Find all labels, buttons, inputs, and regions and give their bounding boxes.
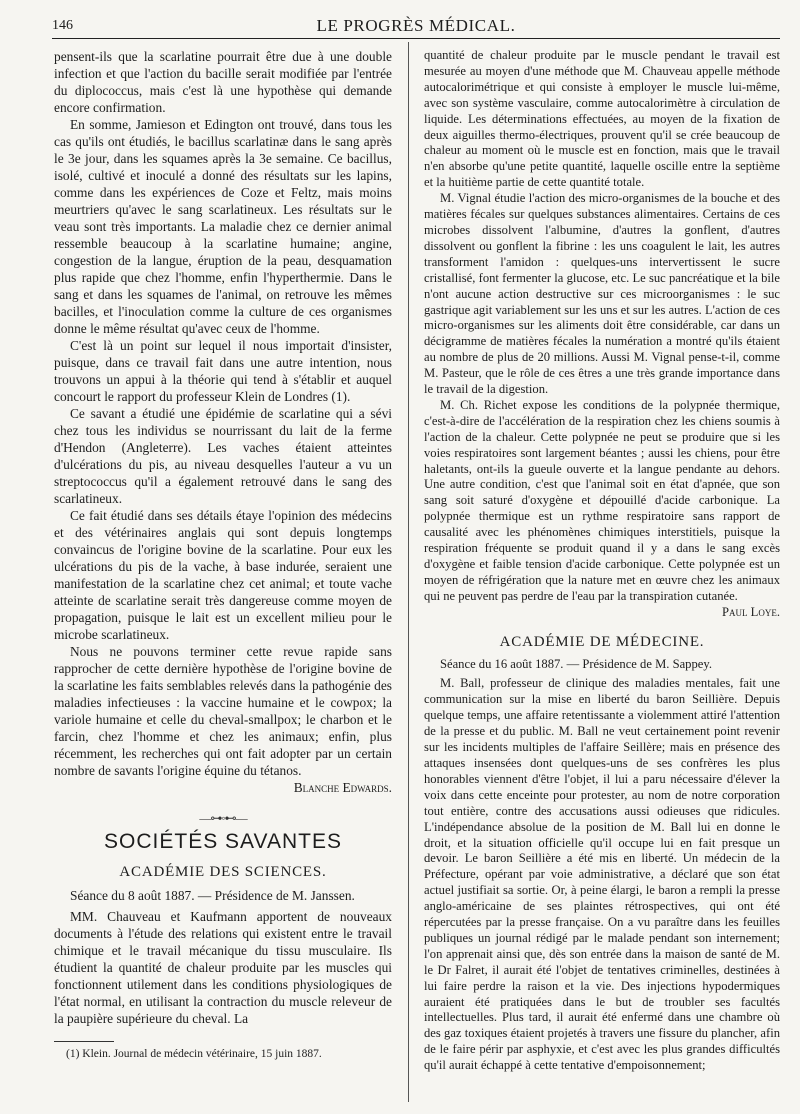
academy-title: ACADÉMIE DES SCIENCES.: [119, 864, 327, 880]
running-title: LE PROGRÈS MÉDICAL.: [316, 16, 516, 35]
paragraph: En somme, Jamieson et Edington ont trouvé, dans tous les cas qu'ils ont étudiés, le bacillus scarlatinæ dans le sang après le 3e jour, dans les squames après la 3e semaine. Ce bacillus, isolé, cultivé et inoculé a donné des résultats sur les lapins, comme dans les expériences de Coze et Feltz, mais moins meurtriers qu'avec le sang scarlatineux. Les résultats sur le veau sont très importants. La maladie chez ce dernier animal ressemble beaucoup à la scarlatine humaine; angine, congestion de la langue, éruption de la peau, desquamation plus rapide que chez l'homme, enfin l'hyperthermie. Dans le sang et dans les squames de l'animal, on retrouve les mêmes bacilles, et l'inoculation comme la culture de ces organismes donne le même résultat qu'avec ceux de l'homme.: [54, 117, 392, 336]
paragraph: C'est là un point sur lequel il nous importait d'insister, puisque, dans ce travail fait dans une autre intention, nous trouvons un appui à la théorie qui tend à s'établir et auquel concourt le rapport du professeur Klein de Londres (1).: [54, 338, 392, 404]
paragraph: Ce savant a étudié une épidémie de scarlatine qui a sévi chez tous les individus se nourrissant du lait de la ferme d'Hendon (Angleterre). Les vaches étaient atteintes d'ulcérations du pis, au niveau desquelles l'auteur a vu un streptococcus qu'il a également retrouvé dans le sang des scarlatineux.: [54, 406, 392, 506]
column-divider: [408, 42, 409, 1102]
right-column: [424, 48, 780, 1074]
seance-line: Séance du 8 août 1887. — Présidence de M. Janssen.: [70, 888, 355, 903]
footnote-rule: [54, 1041, 114, 1042]
author-signature: Paul Loye.: [722, 604, 780, 619]
paragraph: Ce fait étudié dans ses détails étaye l'opinion des médecins et des vétérinaires anglais qui sont depuis longtemps convaincus de l'origine bovine de la scarlatine. Pour eux les ulcérations du pis de la vache, à base indurée, seraient une manifestation de la scarlatine chez cet animal; et toute vache atteinte de scarlatine serait très dangereuse comme moyen de propagation, puisque le lait est un excellent milieu pour le microbe scarlatineux.: [54, 508, 392, 642]
paragraph: M. Ch. Richet expose les conditions de la polypnée thermique, c'est-à-dire de l'accélération de la respiration chez les chiens soumis à l'action de la chaleur. Cette polypnée ne peut se produire que si les voies respiratoires sont largement béantes ; aussi les chiens, pour être haletants, ont-ils la gueule ouverte et la langue pendante au dehors. Une autre condition, c'est que l'animal soit en état d'apnée, que son sang soit saturé d'oxygène et dépouillé d'acide carbonique. La polypnée thermique est un rythme respiratoire sans rapport de causalité avec les phénomènes chimiques interstitiels, puisque la respiration fréquente se produit quand il y a dans le sang excès d'oxygène et faible tension d'acide carbonique. Cette polypnée est un moyen de réfrigération que la nature met en œuvre chez les animaux qui ne peuvent pas perdre de l'eau par la transpiration cutanée.: [424, 397, 780, 603]
section-title: SOCIÉTÉS SAVANTES: [104, 830, 342, 853]
author-signature: Blanche Edwards.: [293, 780, 392, 795]
paragraph: pensent-ils que la scarlatine pourrait être due à une double infection et que l'action du bacille serait modifiée par l'entrée du diplococcus, mais c'est là une hypothèse qui demande encore confirmation.: [54, 49, 392, 115]
section-ornament: —⊶◦⊷—: [199, 811, 247, 825]
paragraph: MM. Chauveau et Kaufmann apportent de nouveaux documents à l'étude des relations qui existent entre le travail chimique et le travail mécanique du tissu musculaire. Ils étudient la quantité de chaleur produite par les muscles qui fonctionnent utilement dans les conditions physiologiques de l'état normal, en utilisant la contraction du muscle releveur de la paupière supérieure du cheval. La: [54, 909, 392, 1026]
page-number: 146: [52, 18, 73, 33]
paragraph: Nous ne pouvons terminer cette revue rapide sans rapprocher de cette dernière hypothèse de l'origine bovine de la scarlatine les faits semblables relevés dans la pathogénie des maladies infectieuses : la vaccine humaine et le cowpox; la variole humaine et celle du cheval-smallpox; le charbon et le farcin, chez l'homme et chez les animaux; enfin, plus récemment, les recherches qui ont fait adopter par un certain nombre de savants l'origine équine du tétanos.: [54, 644, 392, 778]
left-column: [54, 48, 392, 1063]
academy-title: ACADÉMIE DE MÉDECINE.: [499, 633, 705, 650]
footnote: (1) Klein. Journal de médecin vétérinaire, 15 juin 1887.: [66, 1048, 322, 1060]
paragraph: M. Ball, professeur de clinique des maladies mentales, fait une communication sur la mise en liberté du baron Seillière. Depuis quelque temps, une affaire retentissante a violemment attiré l'attention de la presse et du public. M. Ball ne veut certainement point revenir sur les incidents multiples de l'affaire Seillère; mais en présence des attaques insensées dont quelques-uns de ses confrères les plus honorables viennent d'être l'objet, il lui a paru nécessaire d'élever la voix dans cette enceinte pour protester, au nom de notre corporation tout entière, contre des accusations aussi odieuses que ridicules. L'indépendance absolue de la position de M. Ball lui en donne le droit, et la situation officielle qu'il occupe lui en fait presque un devoir. Le baron Seillière a été mis en liberté. Un médecin de la Préfecture, opérant par voie administrative, a déclaré que son état actuel justifiait sa sortie. Or, à peine élargi, le baron a rempli la presse anglo-américaine de ses plaintes rétrospectives, qui ont été répercutées par la presse française. On a vu paraître dans les feuilles publiques un journal rédigé par le malade pendant son internement; l'on apprenait ainsi que, dès son entrée dans la maison de santé de M. le Dr Falret, il aurait été l'objet de tentatives criminelles, destinées à lui faire perdre la raison et la vie. Des injections hypodermiques auraient été pratiquées dans le but de troubler ses facultés intellectuelles. Plus tard, il aurait été enfermé dans une chambre où des gaz toxiques étaient projetés à travers une fissure du plancher, afin de le faire périr par asphyxie, et c'est avec les plus grandes difficultés qu'il aurait échappé à cette tentative d'empoisonnement;: [424, 676, 780, 1073]
page-header: [52, 14, 780, 39]
paragraph: M. Vignal étudie l'action des micro-organismes de la bouche et des matières fécales sur quelques substances alimentaires. Certains de ces microbes dissolvent l'albumine, d'autres la gonflent, d'autres dissolvent ou gonflent la fibrine : les uns coagulent le lait, les autres transforment l'amidon : quelques-uns intervertissent le sucre cristallisé, font fermenter la glucose, etc. Le suc pancréatique et la bile n'ont aucune action destructive sur ces microorganismes : le suc gastrique agit variablement sur les uns et sur les autres. L'action de ces micro-organismes sur les aliments doit être considérable, car dans un décigramme de matières fécales la numération a montré qu'ils étaient au nombre de plus de 20 millions. Aussi M. Vignal pense-t-il, comme M. Pasteur, que le rôle de ces êtres a une très grande importance dans le travail de la digestion.: [424, 191, 780, 397]
paragraph: quantité de chaleur produite par le muscle pendant le travail est mesurée au moyen d'une méthode que M. Chauveau appelle méthode autocalorimétrique et qui consiste à employer le muscle lui-même, avec son système vasculaire, comme autocalorimètre à circulation de liquide. Les déterminations effectuées, au moyen de la fixation de deux aiguilles thermo-électriques, prouvent qu'il se crée beaucoup de chaleur au moment où le muscle est en fonction, mais que le travail n'en absorbe qu'une petite quantité, laquelle oscille entre la septième et la huitième partie de cette quantité totale.: [424, 48, 780, 190]
seance-line: Séance du 16 août 1887. — Présidence de M. Sappey.: [440, 656, 712, 671]
